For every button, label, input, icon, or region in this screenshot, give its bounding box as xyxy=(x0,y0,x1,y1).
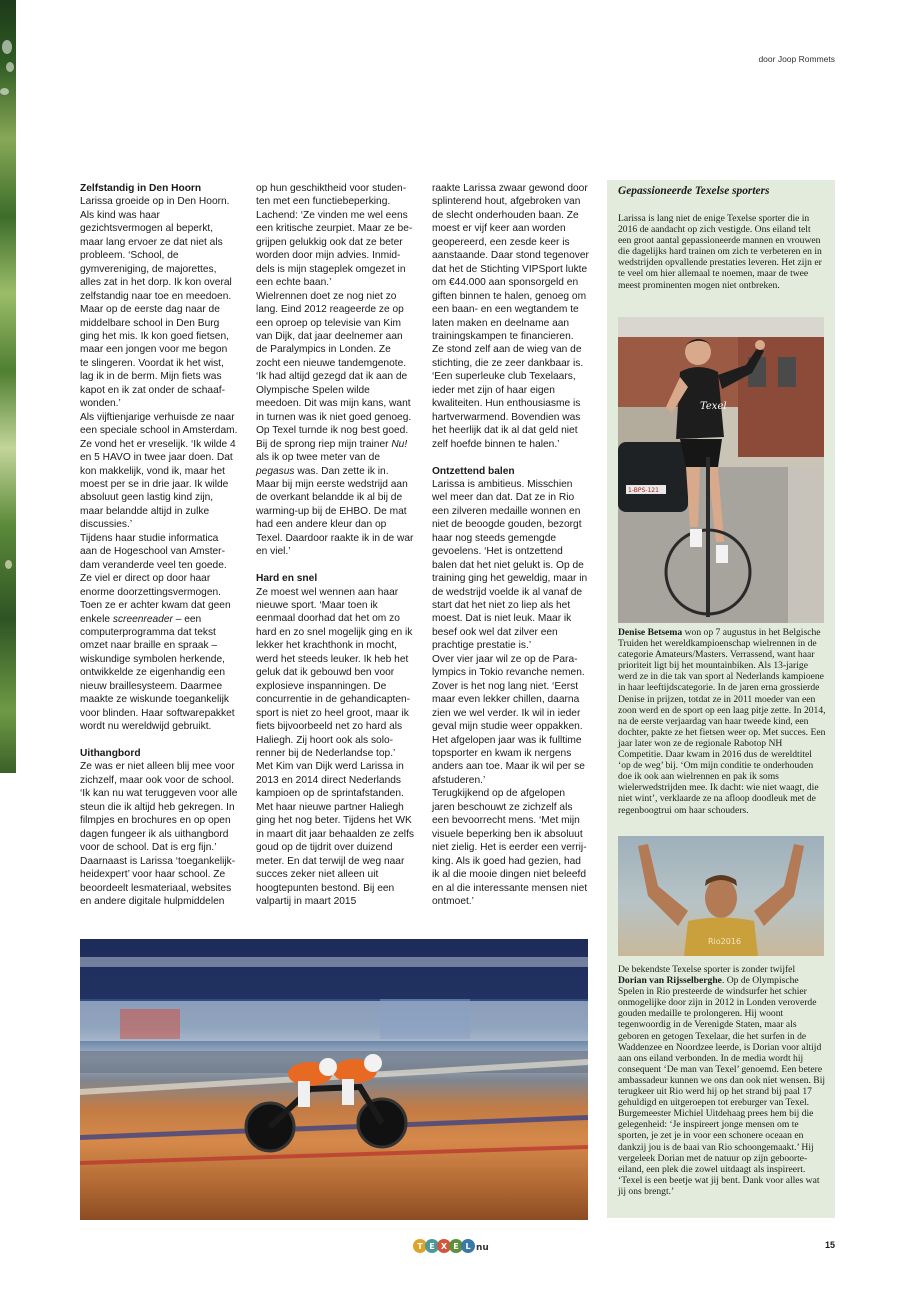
svg-text:T: T xyxy=(417,1242,423,1251)
article-column-3 xyxy=(432,182,590,908)
section-heading: Uithangbord xyxy=(80,748,141,760)
section-heading: Zelfstandig in Den Hoorn xyxy=(80,183,202,194)
byline: door Joop Rommets xyxy=(758,54,835,64)
paragraph: Over vier jaar wil ze op de Paralympics in Tokio revanche nemen. Zover is het nog lang niet. ‘Eerst maar even lekker chillen, daarna zien we wel verder. Ik wil in ieder geval mijn studie weer oppakken. Het afgelopen jaar was ik fulltime topsporter en kwam ik nergens anders aan toe. Maar ik wil per se afstuderen.’ xyxy=(432,653,585,786)
sidebar-title: Gepassioneerde Texelse sporters xyxy=(618,185,770,197)
svg-text:L: L xyxy=(465,1242,471,1251)
paragraph: Larissa groeide op in Den Hoorn. Als kind was haar gezichtsvermogen al beperkt, maar lang ervoer ze dat niet als probleem. ‘School, de gymvereniging, de majorettes, alles zat in het dorp. Ik kon overal zelfstandig naar toe en meedoen. Maar op de eerste dag naar de middelbare school in Den Burg ging het mis. Ik kon goed fietsen, maar een jongen voor me begon te slingeren. Voordat ik het wist, lag ik in de berm. Mijn fiets was kapot en ik zat onder de schaafwonden.’ xyxy=(80,196,232,410)
paragraph: Tijdens haar studie informatica aan de Hogeschool van Amsterdam veranderde veel ten goede. Ze viel er direct op door haar enorme doorzettingsvermogen. Toen ze er achter kwam dat geen enkele screenreader – een computerprogramma dat tekst omzet naar braille en spraak – wiskundige symbolen herkende, ontwikkelde ze eigenhandig een nieuw braillesysteem. Daarmee maakte ze wiskunde toegankelijk voor blinden. Haar softwarepakket wordt nu wereldwijd gebruikt. xyxy=(80,532,235,733)
paragraph: Daarnaast is Larissa ‘toegankelijkheidexpert’ voor haar school. Ze beoordeelt lesmateriaal, websites en andere digitale hulpmiddelen xyxy=(80,855,236,907)
svg-text:nu: nu xyxy=(476,1243,489,1253)
texel-nu-logo xyxy=(412,1238,492,1254)
section-heading: Ontzettend balen xyxy=(432,465,515,477)
license-plate-text: 1-BPS-121 xyxy=(628,487,659,494)
shirt-text: Rio2016 xyxy=(708,937,742,946)
sidebar-paragraph-denise: Denise Betsema won op 7 augustus in het Belgische Truiden het wereldkampioenschap wielrennen in de categorie Amateurs/Masters. Verrassend, want haar prioriteit ligt bij het mountainbiken. Als 13-jarige werd ze in die tak van sport al Nederlands kampioene in haar leeftijdscategorie. In de jaren erna grossierde Denise in prijzen, totdat ze in 2011 moeder van een zoon werd en de sport op een laag pitje zette. In 2014, na de eerste verjaardag van haar tweede kind, een dochter, pakte ze het fietsen weer op. Met succes. Een jaar later won ze de regionale Rabotop NH Competitie. Daar kwam in 2016 dus de wereldtitel ‘op de weg’ bij. ‘Om mijn conditie te onderhouden doe ik ook aan wielrennen en pak ik soms wielerwedstrijden mee. Ik dacht: wie niet waagt, die niet wint’, verklaarde ze na afloop doodleuk met de regenboogtrui om haar schouders. xyxy=(618,627,826,816)
page-number: 15 xyxy=(824,1240,835,1250)
section-heading: Hard en snel xyxy=(256,573,318,585)
sidebar-intro: Larissa is lang niet de enige Texelse sporter die in 2016 de aandacht op zich vestigde. Ons eiland telt een groot aantal gepassioneerde mannen en vrouwen die dagelijks hard trainen om zich te verbeteren en in wedstrijden opvallende prestaties leveren. Het zijn er te veel om hier allemaal te noemen, maar de twee meest prominenten mogen niet ontbreken. xyxy=(618,213,822,291)
paragraph: Ze stond zelf aan de wieg van de stichting, die ze zeer dankbaar is. ‘Een superleuke club Texelaars, ieder met zijn of haar eigen kwaliteiten. Hun enthousiasme is hartverwarmend. Bovendien was het heerlijk dat ik al dat geld niet zelf hoefde binnen te halen.’ xyxy=(432,344,584,450)
svg-text:X: X xyxy=(440,1242,448,1251)
foliage-photo-strip xyxy=(0,0,16,773)
tandem-track-photo xyxy=(80,939,588,1220)
paragraph: Ze was er niet alleen blij mee voor zichzelf, maar ook voor de school. ‘Ik kan nu wat teruggeven voor alle steun die ik altijd heb gekregen. In filmpjes en brochures en op open dagen fungeer ik als uithangbord voor de school. Dat is erg fijn.’ xyxy=(80,761,238,854)
paragraph: Terugkijkend op de afgelopen jaren beschouwt ze zichzelf als een bevoorrecht mens. ‘Met mijn visuele beperking ben ik absoluut niet zielig. Het is eerder een verrijking. Als ik goed had gezien, had ik al die mooie dingen niet beleefd en al die interessante mensen niet ontmoet.’ xyxy=(432,788,588,907)
paragraph: Ze moest wel wennen aan haar nieuwe sport. ‘Maar toen ik eenmaal doorhad dat het om zo hard en zo snel mogelijk ging en ik lekker het krachthonk in mocht, werd het steeds leuker. Ik heb het geluk dat ik gebouwd ben voor explosieve inspanningen. De concurrentie in de gehandicaptensport is niet zo heel groot, maar ik fiets bijvoorbeeld net zo hard als Haliegh. Zij hoort ook als solorenner bij de Nederlandse top.’ xyxy=(256,586,413,760)
article-column-1 xyxy=(80,182,238,908)
svg-text:E: E xyxy=(453,1242,459,1251)
sidebar-box xyxy=(607,180,835,1218)
jersey-text: Texel xyxy=(700,401,727,412)
paragraph: Met Kim van Dijk werd Larissa in 2013 en 2014 direct Nederlands kampioen op de sprintafstanden. Met haar nieuwe partner Haliegh ging het nog beter. Tijdens het WK in maart dit jaar behaalden ze zelfs goud op de tijdrit over duizend meter. En dat terwijl de weg naar succes zeker niet alleen uit hoogtepunten bestond. Bij een valpartij in maart 2015 xyxy=(256,761,414,907)
svg-text:E: E xyxy=(429,1242,435,1251)
paragraph: Wielrennen doet ze nog niet zo lang. Eind 2012 reageerde ze op een oproep op televisie van Kim van Dijk, dat jaar deelnemer aan de Paralympics in Londen. Ze zocht een nieuwe tandemgenote. ‘Ik had altijd gezegd dat ik aan de Olympische Spelen wilde meedoen. Dit was mijn kans, want in turnen was ik niet goed genoeg. Op Texel turnde ik nog best goed. Bij de sprong riep mijn trainer Nu! als ik op twee meter van de pegasus was. Dan zette ik in. Maar bij mijn eerste wedstrijd aan de overkant belandde ik al bij de warming-up bij de EHBO. De mat had een andere kleur dan op Texel. Daardoor raakte ik in de war en viel.’ xyxy=(256,290,414,558)
sidebar-paragraph-dorian: De bekendste Texelse sporter is zonder twijfel Dorian van Rijsselberghe. Op de Olympische Spelen in Rio presteerde de windsurfer het schier onmogelijke door zijn in 2012 in Londen veroverde gouden medaille te prolongeren. Hij woont tegenwoordig in de Verenigde Staten, maar als geboren en getogen Texelaar, die het surfen in de Waddenzee en Noordzee leerde, is Dorian voor altijd aan ons eiland verbonden. In de media wordt hij consequent ‘De man van Texel’ genoemd. Een betere ambassadeur kunnen we ons dan ook niet wensen. Bij terugkeer uit Rio werd hij op het strand bij paal 17 gehuldigd en uitgeroepen tot ereburger van Texel. Burgemeester Michiel Uitdehaag prees hem bij die gelegenheid: ‘Je inspireert jonge mensen om te sporten, je zet je in voor een schonere oceaan en dankzij jou is de baai van Rio schoongemaakt.’ Hij vergeleek Dorian met de natuur op zijn geboorte-eiland, een plek die zowel uitdaagt als inspireert. ‘Texel is een beetje wat jij bent. Dank voor alles wat jij ons brengt.’ xyxy=(618,964,826,1197)
paragraph: Als vijftienjarige verhuisde ze naar een speciale school in Amsterdam. Ze vond het er vreselijk. ‘Ik wilde 4 en 5 HAVO in twee jaar doen. Dat kon makkelijk, vond ik, maar het moest per se in drie jaar. Ik wilde absoluut geen lastig kind zijn, maar belandde altijd in zulke discussies.’ xyxy=(80,411,238,531)
cyclist-photo xyxy=(618,317,824,623)
windsurfer-photo xyxy=(618,836,824,956)
paragraph: Larissa is ambitieus. Misschien wel meer dan dat. Dat ze in Rio een zilveren medaille wonnen en niet de beoogde gouden, bezorgt haar nog steeds gemengde gevoelens. ‘Het is ontzettend balen dat het niet gelukt is. Op de training ging het geweldig, maar in de wedstrijd voelde ik al vanaf de start dat het niet zo liep als het moest. Dat is niet leuk. Maar ik besef ook wel dat zilver een prachtige prestatie is.’ xyxy=(432,478,588,652)
paragraph: raakte Larissa zwaar gewond door splinterend hout, afgebroken van de slecht onderhouden baan. Ze moest er vijf keer aan worden geopereerd, een zesde keer is aanstaande. Daar stond tegenover dat het de Stichting VIPSport lukte om €44.000 aan sponsorgeld en giften binnen te halen, genoeg om een baan- en een wegtandem te laten maken en deelname aan trainingskampen te financieren. xyxy=(432,183,589,342)
article-column-2 xyxy=(256,182,414,908)
paragraph: op hun geschiktheid voor studenten met een functiebeperking. Lachend: ‘Ze vinden me wel eens een kritische zeurpiet. Maar ze begrijpen gelukkig ook dat ze beter worden door mijn advies. Inmiddels is mijn stageplek omgezet in een echte baan.’ xyxy=(256,183,413,289)
